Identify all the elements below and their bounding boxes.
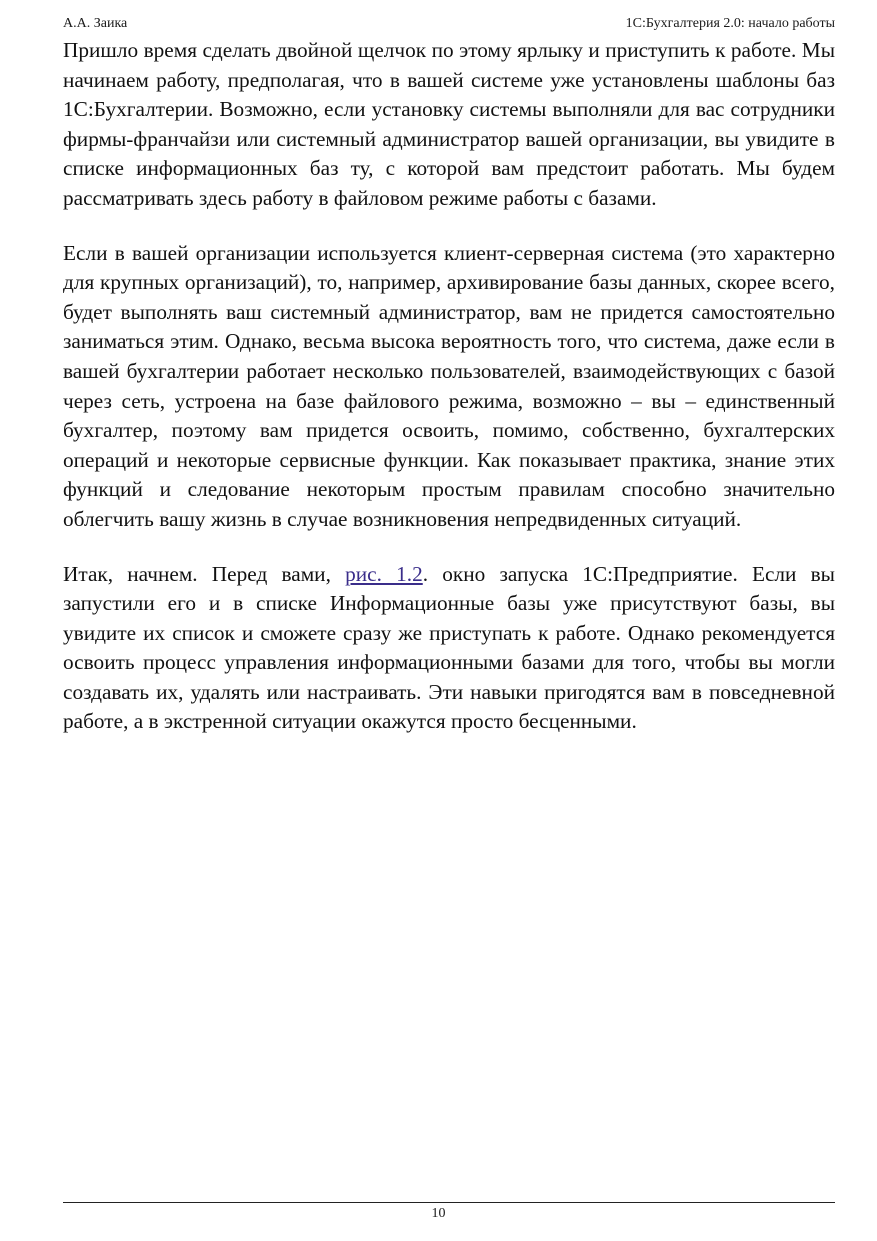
paragraph-3	[63, 560, 835, 738]
header-author: А.А. Заика	[63, 16, 128, 31]
paragraph-2: Если в вашей организации используется клиент-серверная система (это характерно для крупных организаций), то, например, архивирование базы данных, скорее всего, будет выполнять ваш системный администратор, вам не придется самостоятельно заниматься этим. Однако, весьма высока вероятность того, что система, даже если в вашей бухгалтерии работает несколько пользователей, взаимодействующих с базой через сеть, устроена на базе файлового режима, возможно – вы – единственный бухгалтер, поэтому вам придется освоить, помимо, собственно, бухгалтерских операций и некоторые сервисные функции. Как показывает практика, знание этих функций и следование некоторым простым правилам способно значительно облегчить вашу жизнь в случае возникновения непредвиденных ситуаций.	[63, 240, 835, 531]
paragraph-3-text-after-link: . окно запуска 1С:Предприятие. Если вы запустили его и в списке Информационные базы уже присутствуют базы, вы увидите их список и сможете сразу же приступать к работе. Однако рекомендуется освоить процесс управления информационными базами для того, чтобы вы могли создавать их, удалять или настраивать. Эти навыки пригодятся вам в повседневной работе, а в экстренной ситуации окажутся просто бесценными.	[63, 561, 835, 734]
page-header	[63, 16, 835, 36]
header-book-title: 1С:Бухгалтерия 2.0: начало работы	[625, 16, 835, 31]
paragraph-3-text-before-link: Итак, начнем. Перед вами,	[63, 561, 346, 586]
paragraph-1: Пришло время сделать двойной щелчок по этому ярлыку и приступить к работе. Мы начинаем работу, предполагая, что в вашей системе уже установлены шаблоны баз 1С:Бухгалтерии. Возможно, если установку системы выполняли для вас сотрудники фирмы-франчайзи или системный администратор вашей организации, вы увидите в списке информационных баз ту, с которой вам предстоит работать. Мы будем рассматривать здесь работу в файловом режиме работы с базами.	[63, 38, 835, 210]
figure-1-2-link[interactable]: рис. 1.2	[345, 561, 423, 586]
footer-divider	[63, 1202, 835, 1203]
page-content	[63, 36, 835, 762]
page-number: 10	[431, 1206, 446, 1221]
